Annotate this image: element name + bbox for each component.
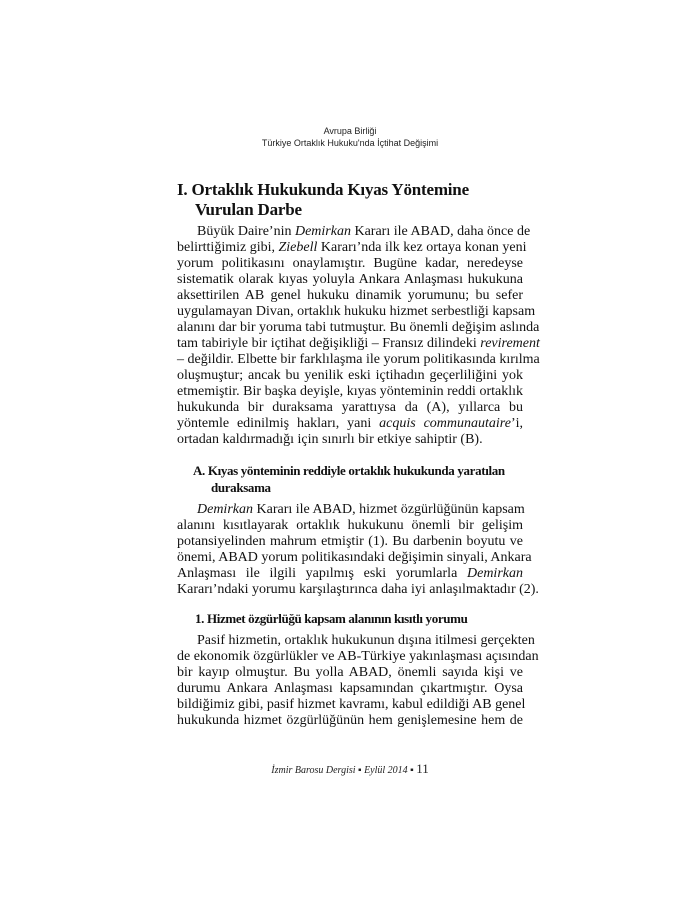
text-line	[177, 582, 539, 598]
footer-journal: İzmir Barosu Dergisi	[271, 765, 356, 776]
text-line	[177, 368, 523, 384]
page-footer	[0, 761, 700, 777]
footer-separator: ▪	[410, 765, 414, 776]
text-line	[177, 534, 523, 550]
italic-term: acquis communautaire	[379, 416, 511, 431]
text-segment: ’i,	[510, 416, 523, 431]
section-heading	[177, 180, 523, 220]
text-segment: yorum politikasını onaylamıştır. Bugüne kadar, neredeyse	[177, 256, 523, 271]
text-segment: Anlaşması ile ilgili yapılmış eski yorumlarla	[177, 566, 467, 581]
footer-separator: ▪	[358, 765, 362, 776]
text-segment: – değildir. Elbette bir farklılaşma ile yorum politikasında kırılma	[177, 352, 540, 367]
text-line	[177, 256, 523, 272]
text-line	[177, 384, 523, 400]
italic-term: Ziebell	[278, 240, 318, 255]
header-line-2: Türkiye Ortaklık Hukuku'nda İçtihat Değişimi	[261, 138, 439, 148]
text-line	[177, 566, 523, 582]
text-segment: Pasif hizmetin, ortaklık hukukunun dışına itilmesi gerçekten	[197, 633, 535, 648]
text-column	[177, 180, 540, 729]
text-line	[177, 681, 523, 697]
subsection-1-heading: 1. Hizmet özgürlüğü kapsam alanının kısıtlı yorumu	[195, 611, 468, 626]
text-line	[177, 224, 531, 240]
text-segment: sistematik olarak kıyas yoluyla Ankara Anlaşması hukukuna	[177, 272, 523, 287]
text-segment: belirttiğimiz gibi,	[177, 240, 279, 255]
subsection-a-line-2: duraksama	[211, 480, 271, 495]
text-segment: Büyük Daire’nin	[197, 224, 295, 239]
text-segment: bildiğimiz gibi, pasif hizmet kavramı, kabul edildiği AB genel	[177, 697, 526, 712]
text-segment: oluşmuştur; ancak bu yenilik eski içtihadın geçerliliğini yok	[177, 368, 523, 383]
text-line	[177, 550, 532, 566]
text-segment: yöntemle edinilmiş hakları, yani	[177, 416, 380, 431]
text-segment: Kararı ile ABAD, hizmet özgürlüğünün kapsam	[253, 502, 525, 517]
text-segment: ortadan kaldırmadığı için sınırlı bir etkiye sahiptir (B).	[177, 432, 483, 447]
text-segment: alanını kısıtlayarak ortaklık hukukunu önemli bir gelişim	[177, 518, 523, 533]
text-segment: etmemiştir. Bir başka deyişle, kıyas yönteminin reddi ortaklık	[177, 384, 523, 399]
text-line	[177, 336, 540, 352]
footer-date: Eylül 2014	[364, 765, 408, 776]
text-line	[177, 713, 523, 729]
text-segment: bir kayıp olmuştur. Bu yolla ABAD, önemli sayıda kişi ve	[177, 665, 523, 680]
text-segment: potansiyelinden mahrum etmiştir (1). Bu darbenin boyutu ve	[177, 534, 523, 549]
text-segment: Kararı’nda ilk kez ortaya konan yeni	[317, 240, 527, 255]
text-line	[177, 288, 523, 304]
running-header	[0, 125, 700, 149]
text-segment: hukukunda hizmet özgürlüğünün hem genişlemesine hem de	[177, 713, 523, 728]
text-segment: aksettirilen AB genel hukuku dinamik yorumunu; bu sefer	[177, 288, 523, 303]
text-line	[177, 320, 540, 336]
header-line-1: Avrupa Birliği	[323, 126, 377, 136]
text-line	[177, 665, 523, 681]
text-line	[177, 304, 536, 320]
text-segment: Kararı’ndaki yorumu karşılaştırınca daha iyi anlaşılmaktadır (2).	[177, 582, 539, 597]
text-line	[177, 697, 526, 713]
text-line	[177, 416, 523, 432]
text-line	[177, 649, 539, 665]
section-heading-line-1: I. Ortaklık Hukukunda Kıyas Yöntemine	[177, 180, 469, 199]
text-line	[177, 633, 535, 649]
subsection-a-line-1: A. Kıyas yönteminin reddiyle ortaklık hukukunda yaratılan	[193, 463, 505, 478]
text-segment: durumu Ankara Anlaşması kapsamından çıkartmıştır. Oysa	[177, 681, 523, 696]
italic-term: revirement	[480, 336, 540, 351]
text-segment: de ekonomik özgürlükler ve AB-Türkiye yakınlaşması açısından	[177, 649, 539, 664]
page-number: 11	[416, 761, 429, 776]
paragraph-1	[177, 224, 540, 448]
text-segment: alanını dar bir yoruma tabi tutmuştur. Bu önemli değişim aslında	[177, 320, 540, 335]
paragraph-a	[177, 502, 539, 598]
text-line	[177, 502, 523, 518]
text-line	[177, 432, 523, 448]
text-segment: hukukunda bir duraksama yarattıysa da (A), yıllarca bu	[177, 400, 523, 415]
text-segment: tam tabiriyle bir içtihat değişikliği – Fransız dilindeki	[177, 336, 481, 351]
text-line	[177, 400, 523, 416]
text-line	[177, 352, 540, 368]
italic-term: Demirkan	[294, 224, 351, 239]
italic-term: Demirkan	[467, 566, 523, 581]
paragraph-1-1	[177, 633, 539, 729]
text-segment: önemi, ABAD yorum politikasındaki değişimin sinyali, Ankara	[177, 550, 532, 565]
text-segment: Kararı ile ABAD, daha önce de	[350, 224, 531, 239]
text-line	[177, 518, 523, 534]
text-line	[177, 272, 523, 288]
subsection-a-heading	[177, 462, 523, 496]
section-heading-line-2: Vurulan Darbe	[195, 200, 302, 219]
italic-term: Demirkan	[197, 502, 253, 517]
text-line	[177, 240, 527, 256]
text-segment: uygulamayan Divan, ortaklık hukuku hizmet serbestliği kapsam	[177, 304, 536, 319]
